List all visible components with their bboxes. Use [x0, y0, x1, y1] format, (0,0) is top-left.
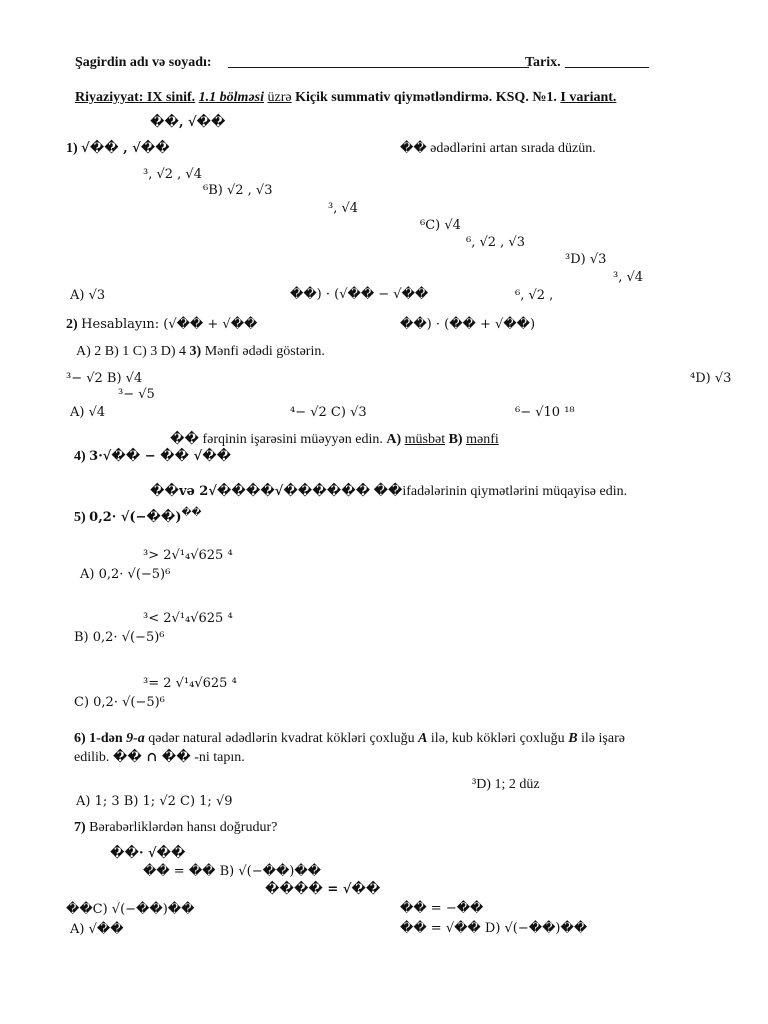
q1-option-c: ⁶C) √4 — [420, 218, 461, 233]
q1-option-d: ³D) √3 — [565, 252, 607, 267]
q6-line2-end: -ni tapın. — [194, 750, 245, 765]
q4-radical-fragment: �� — [170, 432, 199, 447]
q4-number: 4) — [74, 449, 86, 464]
q6-question — [74, 731, 625, 747]
q3-option-d: ⁴D) √3 — [690, 371, 732, 386]
title-section: 1.1 bölməsi — [198, 90, 265, 105]
q7-line-1: ��· √�� — [110, 846, 186, 861]
q4-option-b: mənfi — [466, 432, 499, 447]
q7-text: Bərabərliklərdən hansı doğrudur? — [89, 820, 278, 835]
q1-text: ədədlərini artan sırada düzün. — [430, 141, 596, 156]
q2-text: Hesablayın: (√�� + √�� — [81, 317, 258, 332]
q2-options-line — [76, 344, 325, 360]
q1-option-b: ⁶B) √2 , √3 — [203, 183, 273, 198]
q5-option-a-rhs: ³> 2√¹₄√625 ⁴ — [143, 548, 233, 563]
q1-option-part: ³, √4 — [613, 270, 644, 285]
q7-option-a: A) √�� — [70, 922, 124, 937]
q6-set-b: B — [568, 731, 578, 746]
title-uzre: üzrə — [267, 90, 292, 105]
q3-option-b: ³− √2 B) √4 — [66, 371, 143, 386]
q5-option-c: C) 0,2· √(−5)⁶ — [74, 695, 165, 710]
q4-formula: 3·√�� − �� √�� — [89, 449, 232, 464]
q4-question — [170, 432, 499, 448]
title-rest: Kiçik summativ qiymətləndirmə. KSQ. №1. — [295, 90, 557, 105]
q7-line-5: �� = −�� — [400, 901, 484, 916]
date-label: Tarix. — [525, 55, 561, 70]
q1-expression — [66, 141, 170, 157]
q6-text-3: ilə işarə — [581, 731, 625, 746]
q5-question — [150, 484, 627, 500]
q3-number: 3) — [189, 344, 202, 359]
q5-option-b-rhs: ³< 2√¹₄√625 ⁴ — [143, 611, 233, 626]
q5-text: ��ifadələrinin qiymətlərini müqayisə edin. — [373, 484, 628, 499]
q1-option-part: ³, √2 , √4 — [143, 167, 202, 182]
q5-pre: ��və 2√�� — [150, 484, 246, 499]
q3-option-part: ⁶− √10 ¹⁸ — [515, 405, 575, 420]
date-blank: ____________ — [565, 55, 649, 70]
title-variant: I variant. — [560, 90, 617, 105]
q5-expression — [74, 505, 202, 526]
q6-from: 1-dən — [89, 731, 123, 746]
q4-option-a: müsbət — [404, 432, 446, 447]
q6-number: 6) — [74, 731, 86, 746]
q6-question-line-2 — [74, 750, 245, 766]
q3-option-part: ³− √5 — [118, 387, 155, 402]
q2-expression-part: ��) · (√�� − √�� — [290, 287, 429, 302]
title-subject: Riyaziyyat: IX sinif. — [75, 90, 196, 105]
q5-formula: 0,2· √(−��) — [89, 510, 182, 525]
q6-text-1: qədər natural ədədlərin kvadrat kökləri çoxluğu — [148, 731, 415, 746]
q4-option-b-label: B) — [448, 432, 463, 447]
q7-option-b: �� = �� B) √(−��)�� — [143, 864, 322, 879]
q3-option-c: ⁴− √2 C) √3 — [290, 405, 367, 420]
q2-question — [66, 317, 257, 333]
name-blank: ___________________________________________ — [228, 55, 529, 70]
q6-intersection: �� ∩ �� — [112, 750, 191, 765]
q6-set-a: A — [418, 731, 428, 746]
q7-option-c: ��C) √(−��)�� — [66, 902, 195, 917]
q5-formula-sup: �� — [181, 508, 202, 518]
q1-radicals: √�� , √�� — [81, 141, 170, 156]
q2-number: 2) — [66, 317, 78, 332]
q7-option-d: �� = √�� D) √(−��)�� — [400, 921, 588, 936]
q7-number: 7) — [74, 820, 86, 835]
q5-mid: ��√������ — [245, 484, 371, 499]
q1-radical-tail: �� — [400, 141, 427, 156]
q6-text-2: ilə, kub kökləri çoxluğu — [430, 731, 565, 746]
q7-question — [74, 820, 277, 836]
q1-option-part: ⁶, √2 , √3 — [466, 235, 525, 250]
q7-line-3: ���� = √�� — [265, 882, 381, 897]
name-label: Şagirdin adı və soyadı: — [75, 55, 212, 70]
page-title — [75, 90, 616, 106]
q1-option-a: A) √3 — [70, 288, 106, 303]
q2-expression-tail: ��) · (�� + √��) — [400, 317, 536, 332]
q3-option-a: A) √4 — [70, 405, 106, 420]
q5-number: 5) — [74, 510, 86, 525]
q3-text: Mənfi ədədi göstərin. — [204, 344, 325, 359]
q5-option-a: A) 0,2· √(−5)⁶ — [80, 567, 171, 582]
q1-option-part: ³, √4 — [328, 201, 359, 216]
q4-option-a-label: A) — [386, 432, 402, 447]
q6-to: 9-a — [126, 731, 145, 746]
q5-option-b: B) 0,2· √(−5)⁶ — [74, 630, 165, 645]
q4-text: fərqinin işarəsini müəyyən edin. — [202, 432, 383, 447]
q6-options: A) 1; 3 B) 1; √2 C) 1; √9 — [76, 794, 233, 809]
q1-question — [400, 141, 596, 157]
q2-options: A) 2 B) 1 C) 3 D) 4 — [76, 344, 187, 359]
q1-radical-fragment: ��, √�� — [150, 115, 226, 130]
q5-option-c-rhs: ³= 2 √¹₄√625 ⁴ — [143, 676, 237, 691]
q1-option-part: ⁶, √2 , — [515, 288, 554, 303]
q6-line2-start: edilib. — [74, 750, 110, 765]
q4-expression — [74, 449, 231, 465]
q1-number: 1) — [66, 141, 78, 156]
q6-option-d: ³D) 1; 2 düz — [472, 777, 540, 792]
